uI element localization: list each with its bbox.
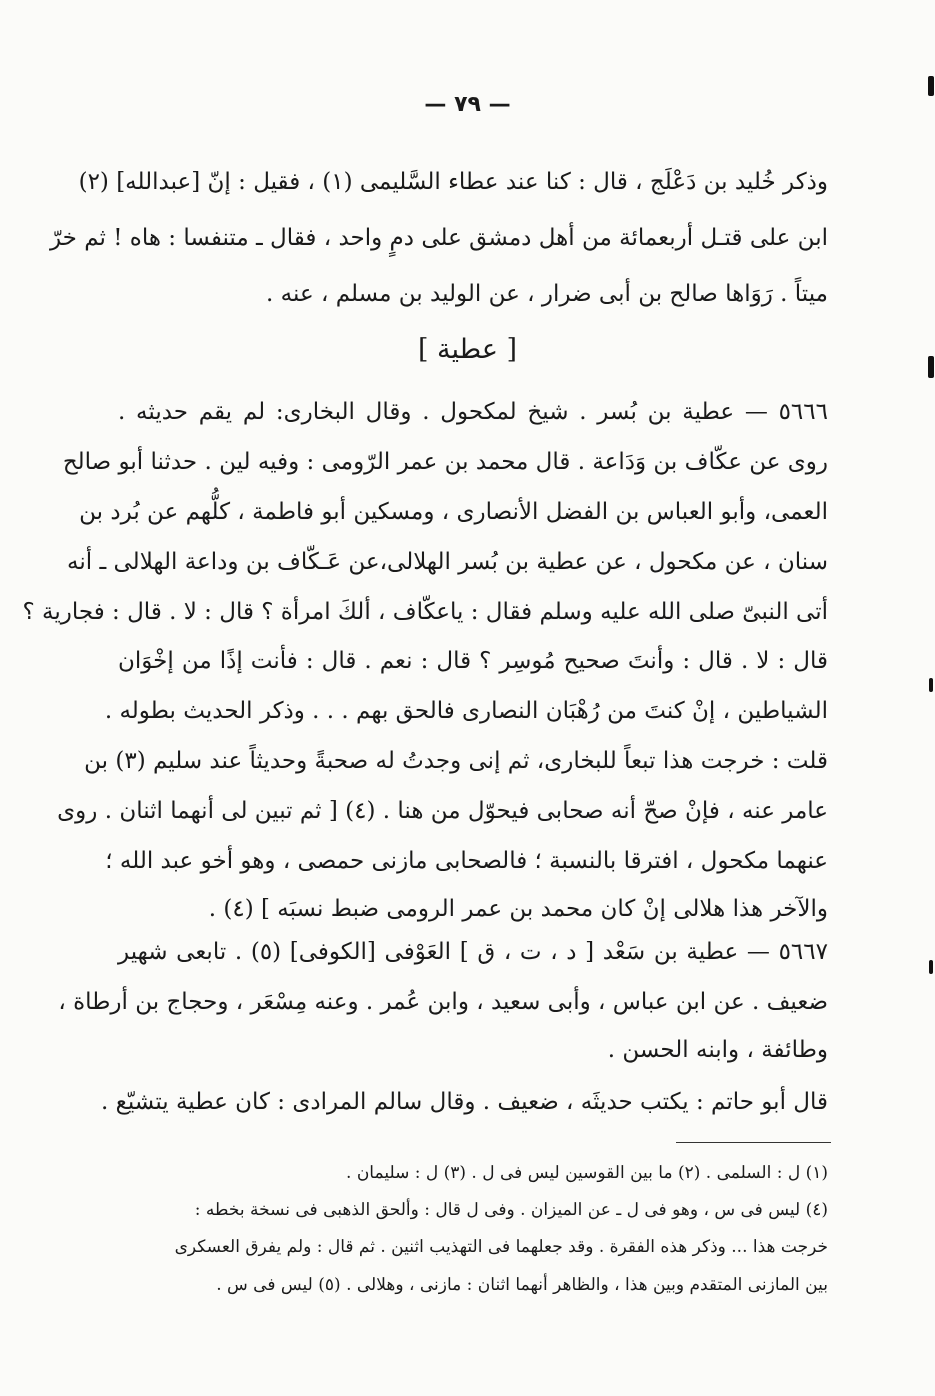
footnote-line: خرجت هذا ... وذكر هذه الفقرة . وقد جعلهما فى التهذيب اثنين . ثم قال : ولم يفرق العسكرى: [174, 1237, 828, 1257]
text-line: الشياطين ، إنْ كنتَ من رُهْبَان النصارى فالحق بهم . . . وذكر الحديث بطوله .: [104, 698, 828, 724]
page-number: — ٧٩ —: [424, 92, 511, 117]
text-line: ضعيف . عن ابن عباس ، وأبى سعيد ، وابن عُمر . وعنه مِسْعَر ، وحجاج بن أرطاة ،: [58, 989, 828, 1015]
text-line: قلت : خرجت هذا تبعاً للبخارى، ثم إنى وجدتُ له صحبةً وحديثاً عند سليم (٣) بن: [84, 748, 828, 774]
text-line: العمى، وأبو العباس بن الفضل الأنصارى ، ومسكين أبو فاطمة ، كلُّهم عن بُرد بن: [79, 499, 828, 525]
text-line: روى عن عكّاف بن وَدَاعة . قال محمد بن عمر الرّومى : وفيه لين . حدثنا أبو صالح: [62, 449, 828, 475]
text-line: وذكر خُليد بن دَعْلَج ، قال : كنا عند عطاء السَّليمى (١) ، فقيل : إنّ [عبدالله] (٢): [78, 169, 828, 195]
text-line: قال أبو حاتم : يكتب حديثَه ، ضعيف . وقال سالم المرادى : كان عطية يتشيّع .: [101, 1089, 828, 1115]
text-line: قال : لا . قال : وأنتَ صحيح مُوسِر ؟ قال : نعم . قال : فأنت إذًا من إخْوَان: [118, 648, 828, 674]
text-line: وطائفة ، وابنه الحسن .: [607, 1037, 828, 1063]
text-line: سنان ، عن مكحول ، عن عطية بن بُسر الهلالى،عن عَـكّاف بن وداعة الهلالى ـ أنه: [67, 549, 828, 575]
text-line: عنهما مكحول ، افترقا بالنسبة ؛ فالصحابى مازنى حمصى ، وهو أخو عبد الله ؛: [105, 848, 828, 874]
entry-title: ٥٦٦٦ — عطية بن بُسر . شيخ لمكحول . وقال البخارى: لم يقم حديثه .: [118, 399, 828, 425]
scan-edge-mark: [928, 356, 934, 378]
text-line: أتى النبىّ صلى الله عليه وسلم فقال : ياعكّاف ، ألكَ امرأة ؟ قال : لا . قال : فجارية ؟: [22, 599, 828, 625]
text-line: ابن على قتـل أربعمائة من أهل دمشق على دمٍ واحد ، فقال ـ متنفسا : هاه ! ثم خرّ: [49, 225, 828, 251]
text-line: عامر عنه ، فإنْ صحّ أنه صحابى فيحوّل من هنا . (٤) [ ثم تبين لى أنهما اثنان . روى: [57, 798, 828, 824]
entry-title: ٥٦٦٧ — عطية بن سَعْد [ د ، ت ، ق ] العَوْفى [الكوفى] (٥) . تابعى شهير: [118, 939, 828, 965]
scan-edge-mark: [928, 76, 934, 96]
scan-edge-mark: [929, 678, 933, 692]
footnote-divider: [676, 1142, 831, 1143]
scan-edge-mark: [929, 960, 933, 974]
section-heading: [ عطية ]: [417, 334, 518, 365]
footnote-line: بين المازنى المتقدم وبين هذا ، والظاهر أنهما اثنان : مازنى ، وهلالى . (٥) ليس فى س .: [216, 1275, 828, 1295]
text-line: ميتاً . رَوَاها صالح بن أبى ضرار ، عن الوليد بن مسلم ، عنه .: [266, 281, 828, 307]
footnote-line: (١) ل : السلمى . (٢) ما بين القوسين ليس فى ل . (٣) ل : سليمان .: [346, 1163, 828, 1183]
footnote-line: (٤) ليس فى س ، وهو فى ل ـ عن الميزان . وفى ل قال : وألحق الذهبى فى نسخة بخطه :: [194, 1200, 828, 1220]
text-line: والآخر هذا هلالى إنْ كان محمد بن عمر الرومى ضبط نسبَه ] (٤) .: [208, 896, 828, 922]
